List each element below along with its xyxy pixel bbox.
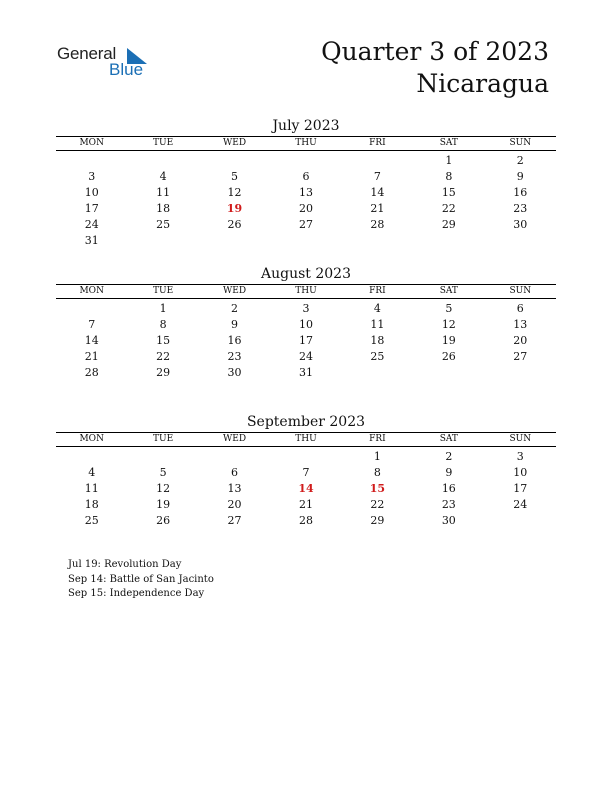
day-cell: 1 xyxy=(159,302,167,315)
day-cell: 28 xyxy=(84,366,99,379)
day-cell: 23 xyxy=(227,350,242,363)
month-title: August 2023 xyxy=(261,266,351,282)
day-cell xyxy=(127,151,198,170)
day-cell: 23 xyxy=(513,202,528,215)
day-cell: 15 xyxy=(156,334,171,347)
day-cell: 10 xyxy=(298,318,313,331)
day-cell: 25 xyxy=(370,350,385,363)
day-cell: 29 xyxy=(441,218,456,231)
weekday-header: SAT xyxy=(413,285,484,299)
day-cell: 18 xyxy=(156,202,171,215)
week-row xyxy=(56,333,556,349)
day-cell: 2 xyxy=(516,154,524,167)
weekday-header: TUE xyxy=(127,137,198,151)
day-cell: 3 xyxy=(516,450,524,463)
week-row xyxy=(56,201,556,217)
calendar-grid xyxy=(56,284,556,381)
day-cell: 31 xyxy=(298,366,313,379)
day-cell xyxy=(199,151,270,170)
day-cell: 29 xyxy=(370,514,385,527)
weekday-header: FRI xyxy=(342,285,413,299)
day-cell xyxy=(270,233,341,249)
day-cell: 26 xyxy=(156,514,171,527)
country-title: Nicaragua xyxy=(416,69,549,98)
day-cell: 12 xyxy=(156,482,171,495)
holiday-note: Sep 14: Battle of San Jacinto xyxy=(68,573,214,585)
day-cell: 5 xyxy=(231,170,239,183)
day-cell: 29 xyxy=(156,366,171,379)
day-cell: 22 xyxy=(441,202,456,215)
quarter-title: Quarter 3 of 2023 xyxy=(321,37,549,66)
holiday-day-cell: 19 xyxy=(226,202,243,215)
day-cell: 2 xyxy=(445,450,453,463)
week-row xyxy=(56,447,556,466)
day-cell xyxy=(56,299,127,318)
day-cell: 17 xyxy=(513,482,528,495)
day-cell: 30 xyxy=(513,218,528,231)
weekday-header: WED xyxy=(199,285,270,299)
day-cell: 7 xyxy=(373,170,381,183)
day-cell: 11 xyxy=(84,482,99,495)
day-cell: 24 xyxy=(513,498,528,511)
day-cell: 28 xyxy=(298,514,313,527)
day-cell: 15 xyxy=(441,186,456,199)
day-cell: 16 xyxy=(441,482,456,495)
day-cell: 8 xyxy=(159,318,167,331)
day-cell xyxy=(56,447,127,466)
day-cell: 13 xyxy=(298,186,313,199)
week-row xyxy=(56,217,556,233)
day-cell: 16 xyxy=(513,186,528,199)
day-cell: 12 xyxy=(227,186,242,199)
day-cell xyxy=(199,447,270,466)
day-cell: 18 xyxy=(370,334,385,347)
day-cell: 21 xyxy=(298,498,313,511)
holiday-notes xyxy=(68,558,214,602)
logo-general-text: General xyxy=(57,44,117,63)
day-cell: 3 xyxy=(88,170,96,183)
day-cell xyxy=(199,233,270,249)
weekday-header: THU xyxy=(270,433,341,447)
day-cell xyxy=(342,151,413,170)
day-cell: 5 xyxy=(445,302,453,315)
month-july xyxy=(56,116,556,249)
day-cell xyxy=(127,233,198,249)
weekday-header: FRI xyxy=(342,433,413,447)
week-row xyxy=(56,233,556,249)
day-cell: 6 xyxy=(302,170,310,183)
day-cell: 6 xyxy=(516,302,524,315)
day-cell xyxy=(485,233,556,249)
day-cell: 27 xyxy=(298,218,313,231)
day-cell xyxy=(413,365,484,381)
day-cell: 22 xyxy=(156,350,171,363)
weekday-header: MON xyxy=(56,433,127,447)
month-title: September 2023 xyxy=(246,414,366,430)
day-cell: 2 xyxy=(231,302,239,315)
calendar-grid xyxy=(56,432,556,529)
week-row xyxy=(56,151,556,170)
day-cell: 24 xyxy=(298,350,313,363)
weekday-header: TUE xyxy=(127,285,198,299)
day-cell xyxy=(413,233,484,249)
month-title: July 2023 xyxy=(272,118,340,134)
weekday-header: SUN xyxy=(485,433,556,447)
day-cell: 26 xyxy=(227,218,242,231)
day-cell: 8 xyxy=(445,170,453,183)
day-cell: 22 xyxy=(370,498,385,511)
day-cell: 6 xyxy=(231,466,239,479)
day-cell: 4 xyxy=(159,170,167,183)
week-row xyxy=(56,317,556,333)
week-row xyxy=(56,169,556,185)
day-cell: 27 xyxy=(227,514,242,527)
week-row xyxy=(56,481,556,497)
weekday-header: MON xyxy=(56,137,127,151)
day-cell: 13 xyxy=(227,482,242,495)
day-cell: 7 xyxy=(302,466,310,479)
holiday-note: Sep 15: Independence Day xyxy=(68,588,205,599)
calendar-grid xyxy=(56,136,556,249)
day-cell: 19 xyxy=(441,334,456,347)
weekday-header: THU xyxy=(270,285,341,299)
weekday-header: MON xyxy=(56,285,127,299)
day-cell: 23 xyxy=(441,498,456,511)
week-row xyxy=(56,497,556,513)
day-cell: 18 xyxy=(84,498,99,511)
weekday-header: FRI xyxy=(342,137,413,151)
day-cell: 17 xyxy=(84,202,99,215)
day-cell xyxy=(270,447,341,466)
day-cell xyxy=(485,513,556,529)
weekday-header: TUE xyxy=(127,433,198,447)
day-cell: 25 xyxy=(84,514,99,527)
weekday-header: SUN xyxy=(485,137,556,151)
day-cell: 11 xyxy=(156,186,171,199)
day-cell: 14 xyxy=(84,334,99,347)
day-cell: 4 xyxy=(373,302,381,315)
day-cell: 21 xyxy=(370,202,385,215)
page-title xyxy=(321,36,549,100)
day-cell: 14 xyxy=(370,186,385,199)
weekday-header: THU xyxy=(270,137,341,151)
day-cell: 10 xyxy=(513,466,528,479)
day-cell: 10 xyxy=(84,186,99,199)
day-cell: 31 xyxy=(84,234,99,247)
day-cell: 20 xyxy=(298,202,313,215)
day-cell: 1 xyxy=(445,154,453,167)
day-cell: 5 xyxy=(159,466,167,479)
day-cell: 9 xyxy=(231,318,239,331)
day-cell: 4 xyxy=(88,466,96,479)
day-cell xyxy=(270,151,341,170)
weekday-header: SAT xyxy=(413,433,484,447)
month-september xyxy=(56,412,556,529)
day-cell: 3 xyxy=(302,302,310,315)
day-cell: 13 xyxy=(513,318,528,331)
holiday-day-cell: 14 xyxy=(298,482,314,495)
month-august xyxy=(56,264,556,381)
day-cell: 12 xyxy=(441,318,456,331)
day-cell: 9 xyxy=(445,466,453,479)
day-cell: 24 xyxy=(84,218,99,231)
day-cell: 16 xyxy=(227,334,242,347)
day-cell: 1 xyxy=(373,450,381,463)
day-cell: 7 xyxy=(88,318,96,331)
week-row xyxy=(56,185,556,201)
day-cell: 9 xyxy=(516,170,524,183)
day-cell: 8 xyxy=(373,466,381,479)
day-cell xyxy=(485,365,556,381)
day-cell: 11 xyxy=(370,318,385,331)
day-cell: 25 xyxy=(156,218,171,231)
weekday-header: SUN xyxy=(485,285,556,299)
day-cell: 17 xyxy=(298,334,313,347)
day-cell xyxy=(127,447,198,466)
day-cell: 27 xyxy=(513,350,528,363)
holiday-day-cell: 15 xyxy=(369,482,386,495)
day-cell: 19 xyxy=(156,498,171,511)
logo xyxy=(57,44,157,84)
weekday-header: SAT xyxy=(413,137,484,151)
weekday-header: WED xyxy=(199,433,270,447)
logo-blue-text: Blue xyxy=(109,60,144,79)
week-row xyxy=(56,365,556,381)
holiday-note: Jul 19: Revolution Day xyxy=(68,559,182,570)
day-cell: 20 xyxy=(513,334,528,347)
day-cell xyxy=(342,233,413,249)
day-cell: 21 xyxy=(84,350,99,363)
day-cell: 30 xyxy=(441,514,456,527)
week-row xyxy=(56,465,556,481)
week-row xyxy=(56,349,556,365)
day-cell: 30 xyxy=(227,366,242,379)
day-cell xyxy=(56,151,127,170)
day-cell xyxy=(342,365,413,381)
day-cell: 20 xyxy=(227,498,242,511)
day-cell: 26 xyxy=(441,350,456,363)
weekday-header: WED xyxy=(199,137,270,151)
week-row xyxy=(56,513,556,529)
day-cell: 28 xyxy=(370,218,385,231)
week-row xyxy=(56,299,556,318)
